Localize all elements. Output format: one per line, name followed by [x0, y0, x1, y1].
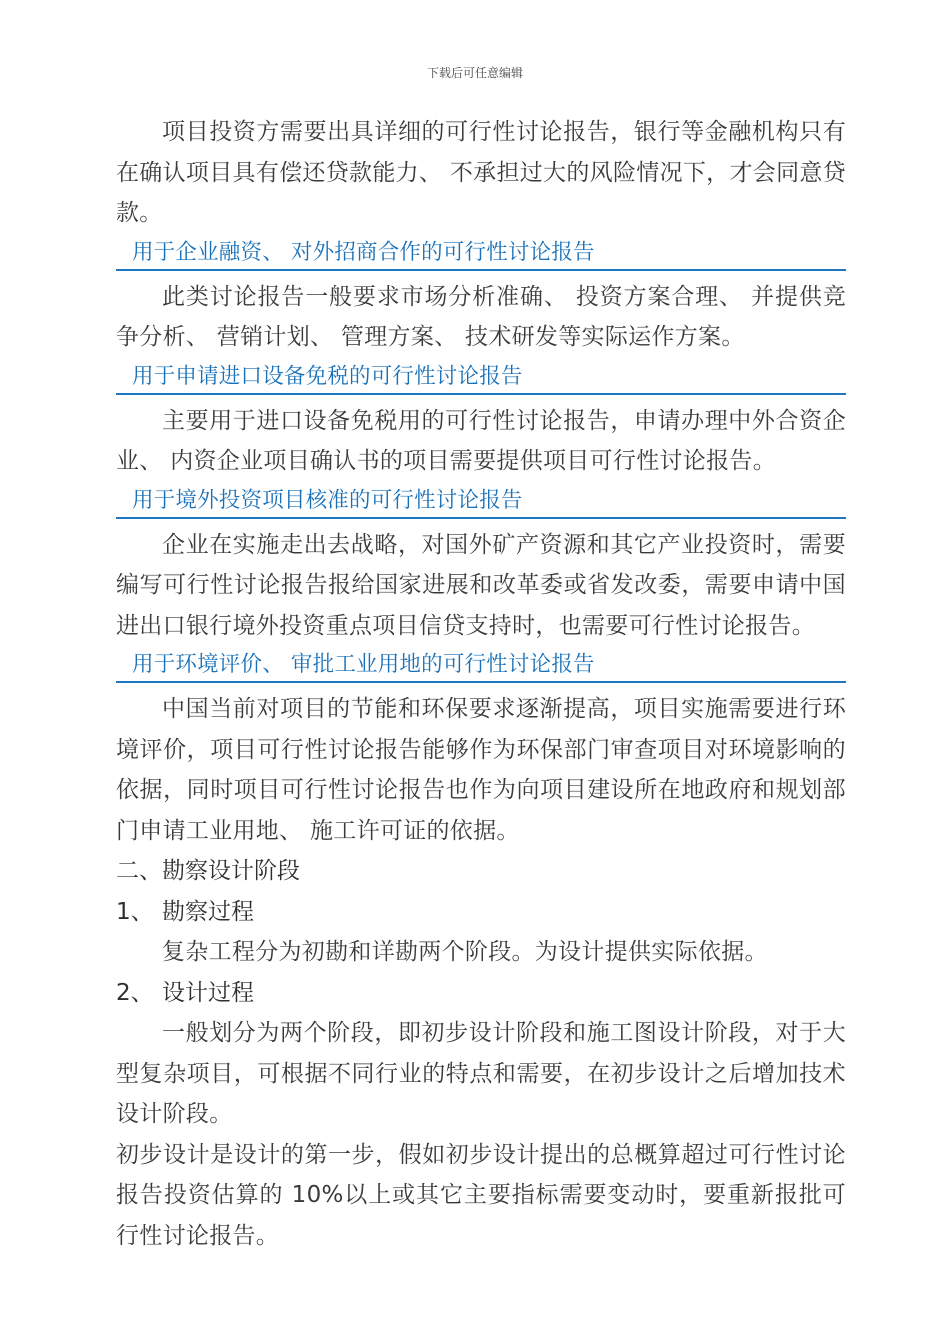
- section-heading: 用于企业融资、 对外招商合作的可行性讨论报告: [116, 239, 846, 271]
- paragraph: 项目投资方需要出具详细的可行性讨论报告，银行等金融机构只有在确认项目具有偿还贷款能力、 不承担过大的风险情况下，才会同意贷款。: [116, 119, 846, 226]
- chapter-heading: [116, 851, 846, 892]
- chapter-title: 勘察设计阶段: [162, 858, 300, 884]
- paragraph: 企业在实施走出去战略，对国外矿产资源和其它产业投资时，需要编写可行性讨论报告报给国家进展和改革委或省发改委，需要申请中国进出口银行境外投资重点项目信贷支持时，也需要可行性讨论报告。: [116, 531, 846, 639]
- paragraph: 复杂工程分为初勘和详勘两个阶段。为设计提供实际依据。: [162, 939, 768, 965]
- subsection-heading: [116, 973, 846, 1014]
- subsection-title: 设计过程: [162, 979, 254, 1006]
- section-heading: 用于环境评价、 审批工业用地的可行性讨论报告: [116, 651, 846, 683]
- paragraph: 初步设计是设计的第一步，假如初步设计提出的总概算超过可行性讨论报告投资估算的 10%以上或其它主要指标需要变动时，要重新报批可行性讨论报告。: [116, 1141, 846, 1249]
- subsection-heading: [116, 892, 846, 933]
- section-heading: 用于申请进口设备免税的可行性讨论报告: [116, 363, 846, 395]
- subsection-number: 1、: [116, 898, 154, 925]
- section-heading: 用于境外投资项目核准的可行性讨论报告: [116, 487, 846, 519]
- paragraph: 主要用于进口设备免税用的可行性讨论报告，申请办理中外合资企业、 内资企业项目确认书的项目需要提供项目可行性讨论报告。: [116, 407, 846, 474]
- paragraph: 中国当前对项目的节能和环保要求逐渐提高，项目实施需要进行环境评价，项目可行性讨论报告能够作为环保部门审查项目对环境影响的依据，同时项目可行性讨论报告也作为向项目建设所在地政府和规划部门申请工业用地、 施工许可证的依据。: [116, 696, 846, 844]
- paragraph: 此类讨论报告一般要求市场分析准确、 投资方案合理、 并提供竞争分析、 营销计划、 管理方案、 技术研发等实际运作方案。: [116, 283, 846, 350]
- document-body: [116, 112, 846, 1256]
- subsection-title: 勘察过程: [162, 898, 254, 925]
- subsection-number: 2、: [116, 979, 154, 1006]
- page-header: 下载后可任意编辑: [426, 66, 523, 80]
- paragraph: 一般划分为两个阶段，即初步设计阶段和施工图设计阶段，对于大型复杂项目，可根据不同行业的特点和需要，在初步设计之后增加技术设计阶段。: [116, 1020, 846, 1127]
- chapter-number: 二、: [116, 858, 162, 884]
